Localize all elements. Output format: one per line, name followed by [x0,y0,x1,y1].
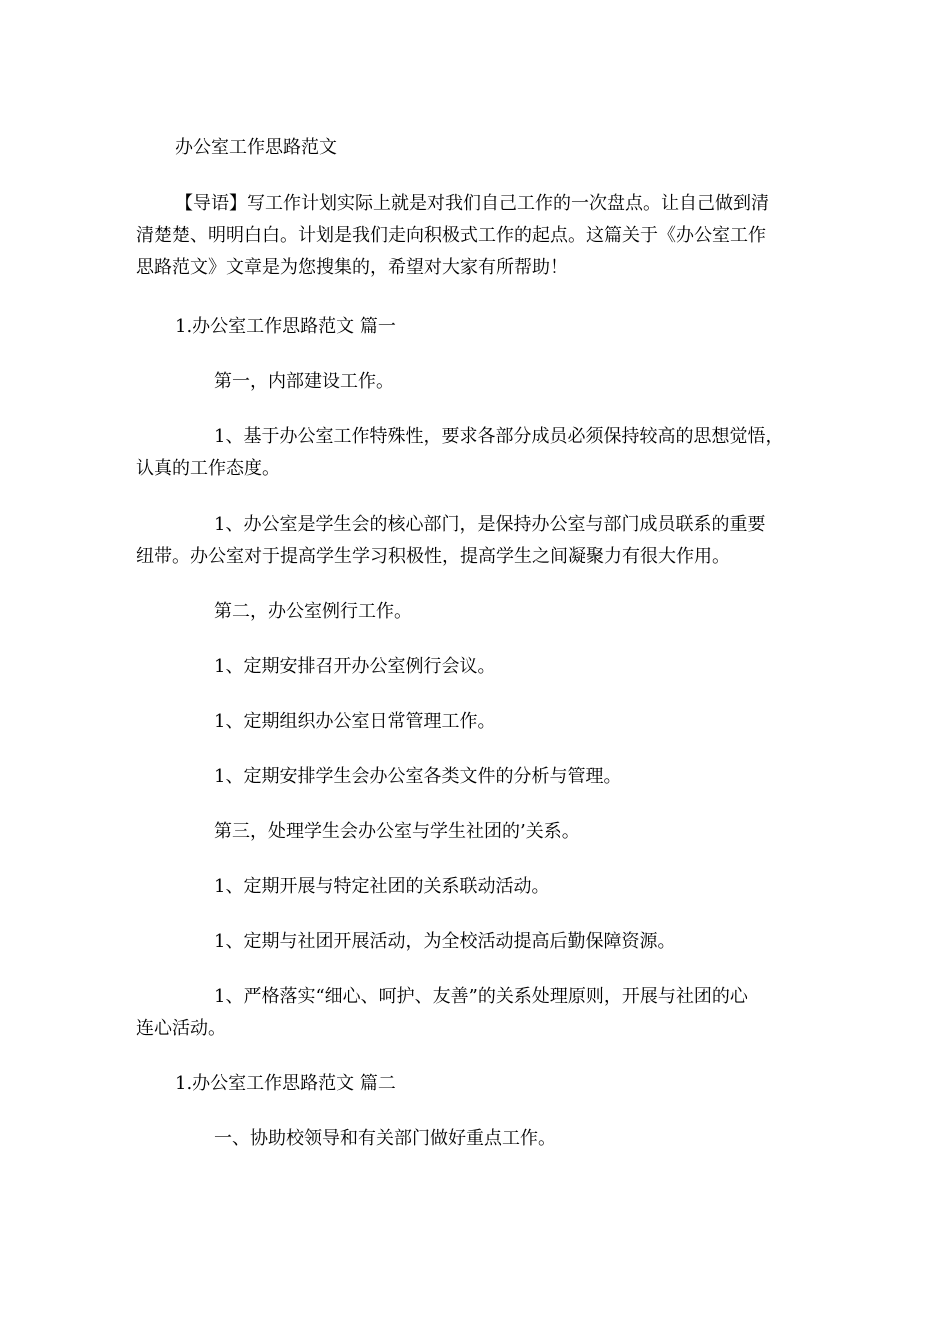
intro-line-2: 清楚楚、明明白白。计划是我们走向积极式工作的起点。这篇关于《办公室工作 [136,225,766,246]
section1-item-7: 1、定期与社团开展活动，为全校活动提高后勤保障资源。 [214,931,676,952]
section1-item-4: 1、定期组织办公室日常管理工作。 [214,711,496,732]
section1-item-1-line-1: 1、基于办公室工作特殊性，要求各部分成员必须保持较高的思想觉悟， [214,426,784,447]
section1-item-5: 1、定期安排学生会办公室各类文件的分析与管理。 [214,766,622,787]
section1-item-8 [136,981,748,1045]
intro-line-3: 思路范文》文章是为您搜集的，希望对大家有所帮助！ [136,257,568,278]
section1-item-8-line-1: 1、严格落实“细心、呵护、友善”的关系处理原则，开展与社团的心 [214,986,748,1007]
section1-part3-heading: 第三，处理学生会办公室与学生社团的’关系。 [214,821,580,842]
section2-item-1: 一、协助校领导和有关部门做好重点工作。 [214,1128,556,1149]
section-heading-2: 1.办公室工作思路范文 篇二 [175,1073,396,1094]
section1-part2-heading: 第二，办公室例行工作。 [214,601,412,622]
section1-item-2-line-2: 纽带。办公室对于提高学生学习积极性，提高学生之间凝聚力有很大作用。 [136,546,730,567]
section1-item-3: 1、定期安排召开办公室例行会议。 [214,656,496,677]
section1-item-2 [136,509,766,573]
intro-paragraph [136,188,769,284]
section1-item-8-line-2: 连心活动。 [136,1018,226,1039]
document-title: 办公室工作思路范文 [175,137,337,158]
section1-item-1 [136,421,784,485]
section1-item-2-line-1: 1、办公室是学生会的核心部门，是保持办公室与部门成员联系的重要 [214,514,766,535]
section1-item-1-line-2: 认真的工作态度。 [136,458,280,479]
section1-item-6: 1、定期开展与特定社团的关系联动活动。 [214,876,550,897]
section1-part1-heading: 第一，内部建设工作。 [214,371,394,392]
intro-line-1: 【导语】写工作计划实际上就是对我们自己工作的一次盘点。让自己做到清 [175,193,769,214]
section-heading-1: 1.办公室工作思路范文 篇一 [175,316,396,337]
